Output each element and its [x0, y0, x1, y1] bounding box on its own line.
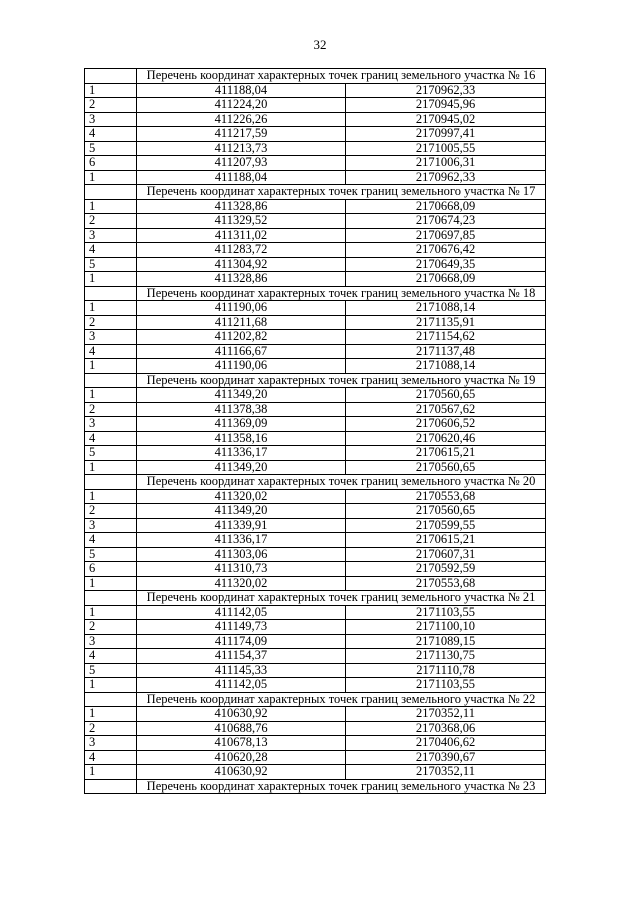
x-coordinate-cell: 411190,06: [137, 359, 346, 374]
point-number-cell: 2: [85, 504, 137, 519]
y-coordinate-cell: 2170607,31: [346, 547, 546, 562]
y-coordinate-cell: 2170560,65: [346, 460, 546, 475]
point-number-cell: 1: [85, 301, 137, 316]
x-coordinate-cell: 411320,02: [137, 489, 346, 504]
table-row: [85, 649, 546, 664]
table-row: [85, 765, 546, 780]
point-number-cell: 1: [85, 489, 137, 504]
y-coordinate-cell: 2170615,21: [346, 446, 546, 461]
table-row: [85, 620, 546, 635]
x-coordinate-cell: 410688,76: [137, 721, 346, 736]
point-number-cell: 2: [85, 721, 137, 736]
y-coordinate-cell: 2171135,91: [346, 315, 546, 330]
x-coordinate-cell: 411145,33: [137, 663, 346, 678]
point-number-cell: 4: [85, 243, 137, 258]
table-row: [85, 489, 546, 504]
section-title: Перечень координат характерных точек границ земельного участка № 21: [137, 591, 546, 606]
section-header-blank-cell: [85, 286, 137, 301]
table-row: [85, 707, 546, 722]
x-coordinate-cell: 411369,09: [137, 417, 346, 432]
section-title: Перечень координат характерных точек границ земельного участка № 18: [137, 286, 546, 301]
table-row: [85, 330, 546, 345]
table-row: [85, 504, 546, 519]
section-header-blank-cell: [85, 475, 137, 490]
table-row: [85, 518, 546, 533]
section-header-blank-cell: [85, 692, 137, 707]
table-row: [85, 663, 546, 678]
y-coordinate-cell: 2170368,06: [346, 721, 546, 736]
x-coordinate-cell: 411217,59: [137, 127, 346, 142]
table-row: [85, 417, 546, 432]
page-number: 32: [313, 37, 327, 52]
section-header-row: [85, 475, 546, 490]
y-coordinate-cell: 2171103,55: [346, 605, 546, 620]
table-row: [85, 402, 546, 417]
point-number-cell: 3: [85, 112, 137, 127]
point-number-cell: 6: [85, 156, 137, 171]
x-coordinate-cell: 411154,37: [137, 649, 346, 664]
x-coordinate-cell: 411311,02: [137, 228, 346, 243]
y-coordinate-cell: 2170945,96: [346, 98, 546, 113]
table-row: [85, 736, 546, 751]
point-number-cell: 4: [85, 533, 137, 548]
table-row: [85, 533, 546, 548]
y-coordinate-cell: 2170567,62: [346, 402, 546, 417]
x-coordinate-cell: 411283,72: [137, 243, 346, 258]
table-row: [85, 127, 546, 142]
y-coordinate-cell: 2171089,15: [346, 634, 546, 649]
point-number-cell: 3: [85, 634, 137, 649]
point-number-cell: 1: [85, 272, 137, 287]
x-coordinate-cell: 411328,86: [137, 272, 346, 287]
point-number-cell: 2: [85, 402, 137, 417]
y-coordinate-cell: 2170615,21: [346, 533, 546, 548]
table-row: [85, 243, 546, 258]
table-row: [85, 460, 546, 475]
point-number-cell: 1: [85, 83, 137, 98]
y-coordinate-cell: 2170676,42: [346, 243, 546, 258]
x-coordinate-cell: 411378,38: [137, 402, 346, 417]
point-number-cell: 4: [85, 750, 137, 765]
point-number-cell: 3: [85, 417, 137, 432]
y-coordinate-cell: 2170674,23: [346, 214, 546, 229]
y-coordinate-cell: 2170406,62: [346, 736, 546, 751]
table-row: [85, 562, 546, 577]
section-header-row: [85, 373, 546, 388]
x-coordinate-cell: 411349,20: [137, 388, 346, 403]
x-coordinate-cell: 411349,20: [137, 504, 346, 519]
y-coordinate-cell: 2170390,67: [346, 750, 546, 765]
point-number-cell: 5: [85, 663, 137, 678]
point-number-cell: 5: [85, 141, 137, 156]
y-coordinate-cell: 2170592,59: [346, 562, 546, 577]
y-coordinate-cell: 2171100,10: [346, 620, 546, 635]
x-coordinate-cell: 411188,04: [137, 83, 346, 98]
section-header-blank-cell: [85, 185, 137, 200]
point-number-cell: 6: [85, 562, 137, 577]
coordinates-table: [84, 68, 546, 794]
x-coordinate-cell: 410678,13: [137, 736, 346, 751]
table-row: [85, 431, 546, 446]
point-number-cell: 1: [85, 359, 137, 374]
x-coordinate-cell: 411202,82: [137, 330, 346, 345]
y-coordinate-cell: 2170945,02: [346, 112, 546, 127]
x-coordinate-cell: 411320,02: [137, 576, 346, 591]
table-row: [85, 547, 546, 562]
y-coordinate-cell: 2171088,14: [346, 301, 546, 316]
table-row: [85, 98, 546, 113]
x-coordinate-cell: 410620,28: [137, 750, 346, 765]
y-coordinate-cell: 2171137,48: [346, 344, 546, 359]
y-coordinate-cell: 2170962,33: [346, 170, 546, 185]
table-row: [85, 388, 546, 403]
x-coordinate-cell: 411207,93: [137, 156, 346, 171]
point-number-cell: 3: [85, 330, 137, 345]
point-number-cell: 3: [85, 518, 137, 533]
section-header-blank-cell: [85, 591, 137, 606]
point-number-cell: 1: [85, 170, 137, 185]
x-coordinate-cell: 411349,20: [137, 460, 346, 475]
table-row: [85, 272, 546, 287]
y-coordinate-cell: 2170997,41: [346, 127, 546, 142]
y-coordinate-cell: 2170606,52: [346, 417, 546, 432]
point-number-cell: 1: [85, 388, 137, 403]
table-row: [85, 678, 546, 693]
section-title: Перечень координат характерных точек границ земельного участка № 22: [137, 692, 546, 707]
point-number-cell: 5: [85, 257, 137, 272]
point-number-cell: 4: [85, 344, 137, 359]
point-number-cell: 5: [85, 547, 137, 562]
y-coordinate-cell: 2170668,09: [346, 272, 546, 287]
section-header-row: [85, 286, 546, 301]
table-row: [85, 156, 546, 171]
y-coordinate-cell: 2171005,55: [346, 141, 546, 156]
table-row: [85, 344, 546, 359]
point-number-cell: 4: [85, 127, 137, 142]
table-row: [85, 112, 546, 127]
point-number-cell: 1: [85, 765, 137, 780]
y-coordinate-cell: 2170962,33: [346, 83, 546, 98]
x-coordinate-cell: 411358,16: [137, 431, 346, 446]
point-number-cell: 4: [85, 431, 137, 446]
section-title: Перечень координат характерных точек границ земельного участка № 16: [137, 69, 546, 84]
x-coordinate-cell: 410630,92: [137, 765, 346, 780]
point-number-cell: 4: [85, 649, 137, 664]
table-row: [85, 141, 546, 156]
table-row: [85, 634, 546, 649]
point-number-cell: 2: [85, 315, 137, 330]
point-number-cell: 2: [85, 98, 137, 113]
section-header-row: [85, 185, 546, 200]
y-coordinate-cell: 2170697,85: [346, 228, 546, 243]
y-coordinate-cell: 2170620,46: [346, 431, 546, 446]
section-header-row: [85, 692, 546, 707]
table-row: [85, 446, 546, 461]
section-header-blank-cell: [85, 779, 137, 794]
section-header-row: [85, 591, 546, 606]
y-coordinate-cell: 2170649,35: [346, 257, 546, 272]
table-row: [85, 750, 546, 765]
point-number-cell: 3: [85, 228, 137, 243]
y-coordinate-cell: 2170560,65: [346, 388, 546, 403]
y-coordinate-cell: 2170352,11: [346, 707, 546, 722]
table-row: [85, 301, 546, 316]
x-coordinate-cell: 410630,92: [137, 707, 346, 722]
y-coordinate-cell: 2171088,14: [346, 359, 546, 374]
y-coordinate-cell: 2171110,78: [346, 663, 546, 678]
x-coordinate-cell: 411142,05: [137, 678, 346, 693]
table-row: [85, 228, 546, 243]
point-number-cell: 1: [85, 707, 137, 722]
point-number-cell: 3: [85, 736, 137, 751]
section-title: Перечень координат характерных точек границ земельного участка № 19: [137, 373, 546, 388]
x-coordinate-cell: 411211,68: [137, 315, 346, 330]
table-row: [85, 199, 546, 214]
table-row: [85, 576, 546, 591]
table-row: [85, 257, 546, 272]
section-header-blank-cell: [85, 373, 137, 388]
x-coordinate-cell: 411304,92: [137, 257, 346, 272]
x-coordinate-cell: 411224,20: [137, 98, 346, 113]
point-number-cell: 1: [85, 460, 137, 475]
x-coordinate-cell: 411226,26: [137, 112, 346, 127]
table-row: [85, 721, 546, 736]
y-coordinate-cell: 2170352,11: [346, 765, 546, 780]
point-number-cell: 2: [85, 620, 137, 635]
x-coordinate-cell: 411149,73: [137, 620, 346, 635]
y-coordinate-cell: 2171130,75: [346, 649, 546, 664]
point-number-cell: 5: [85, 446, 137, 461]
table-row: [85, 315, 546, 330]
point-number-cell: 1: [85, 576, 137, 591]
y-coordinate-cell: 2170560,65: [346, 504, 546, 519]
x-coordinate-cell: 411328,86: [137, 199, 346, 214]
point-number-cell: 1: [85, 605, 137, 620]
x-coordinate-cell: 411336,17: [137, 533, 346, 548]
point-number-cell: 1: [85, 199, 137, 214]
y-coordinate-cell: 2170553,68: [346, 576, 546, 591]
y-coordinate-cell: 2171006,31: [346, 156, 546, 171]
section-header-blank-cell: [85, 69, 137, 84]
section-title: Перечень координат характерных точек границ земельного участка № 20: [137, 475, 546, 490]
table-row: [85, 359, 546, 374]
section-title: Перечень координат характерных точек границ земельного участка № 23: [137, 779, 546, 794]
table-row: [85, 214, 546, 229]
table-row: [85, 170, 546, 185]
x-coordinate-cell: 411310,73: [137, 562, 346, 577]
x-coordinate-cell: 411174,09: [137, 634, 346, 649]
x-coordinate-cell: 411188,04: [137, 170, 346, 185]
x-coordinate-cell: 411142,05: [137, 605, 346, 620]
point-number-cell: 1: [85, 678, 137, 693]
y-coordinate-cell: 2170668,09: [346, 199, 546, 214]
y-coordinate-cell: 2170599,55: [346, 518, 546, 533]
y-coordinate-cell: 2170553,68: [346, 489, 546, 504]
table-row: [85, 83, 546, 98]
section-header-row: [85, 779, 546, 794]
x-coordinate-cell: 411213,73: [137, 141, 346, 156]
coordinates-table-body: [85, 69, 546, 794]
x-coordinate-cell: 411303,06: [137, 547, 346, 562]
y-coordinate-cell: 2171154,62: [346, 330, 546, 345]
x-coordinate-cell: 411166,67: [137, 344, 346, 359]
point-number-cell: 2: [85, 214, 137, 229]
table-row: [85, 605, 546, 620]
x-coordinate-cell: 411190,06: [137, 301, 346, 316]
x-coordinate-cell: 411336,17: [137, 446, 346, 461]
section-title: Перечень координат характерных точек границ земельного участка № 17: [137, 185, 546, 200]
x-coordinate-cell: 411339,91: [137, 518, 346, 533]
y-coordinate-cell: 2171103,55: [346, 678, 546, 693]
x-coordinate-cell: 411329,52: [137, 214, 346, 229]
section-header-row: [85, 69, 546, 84]
